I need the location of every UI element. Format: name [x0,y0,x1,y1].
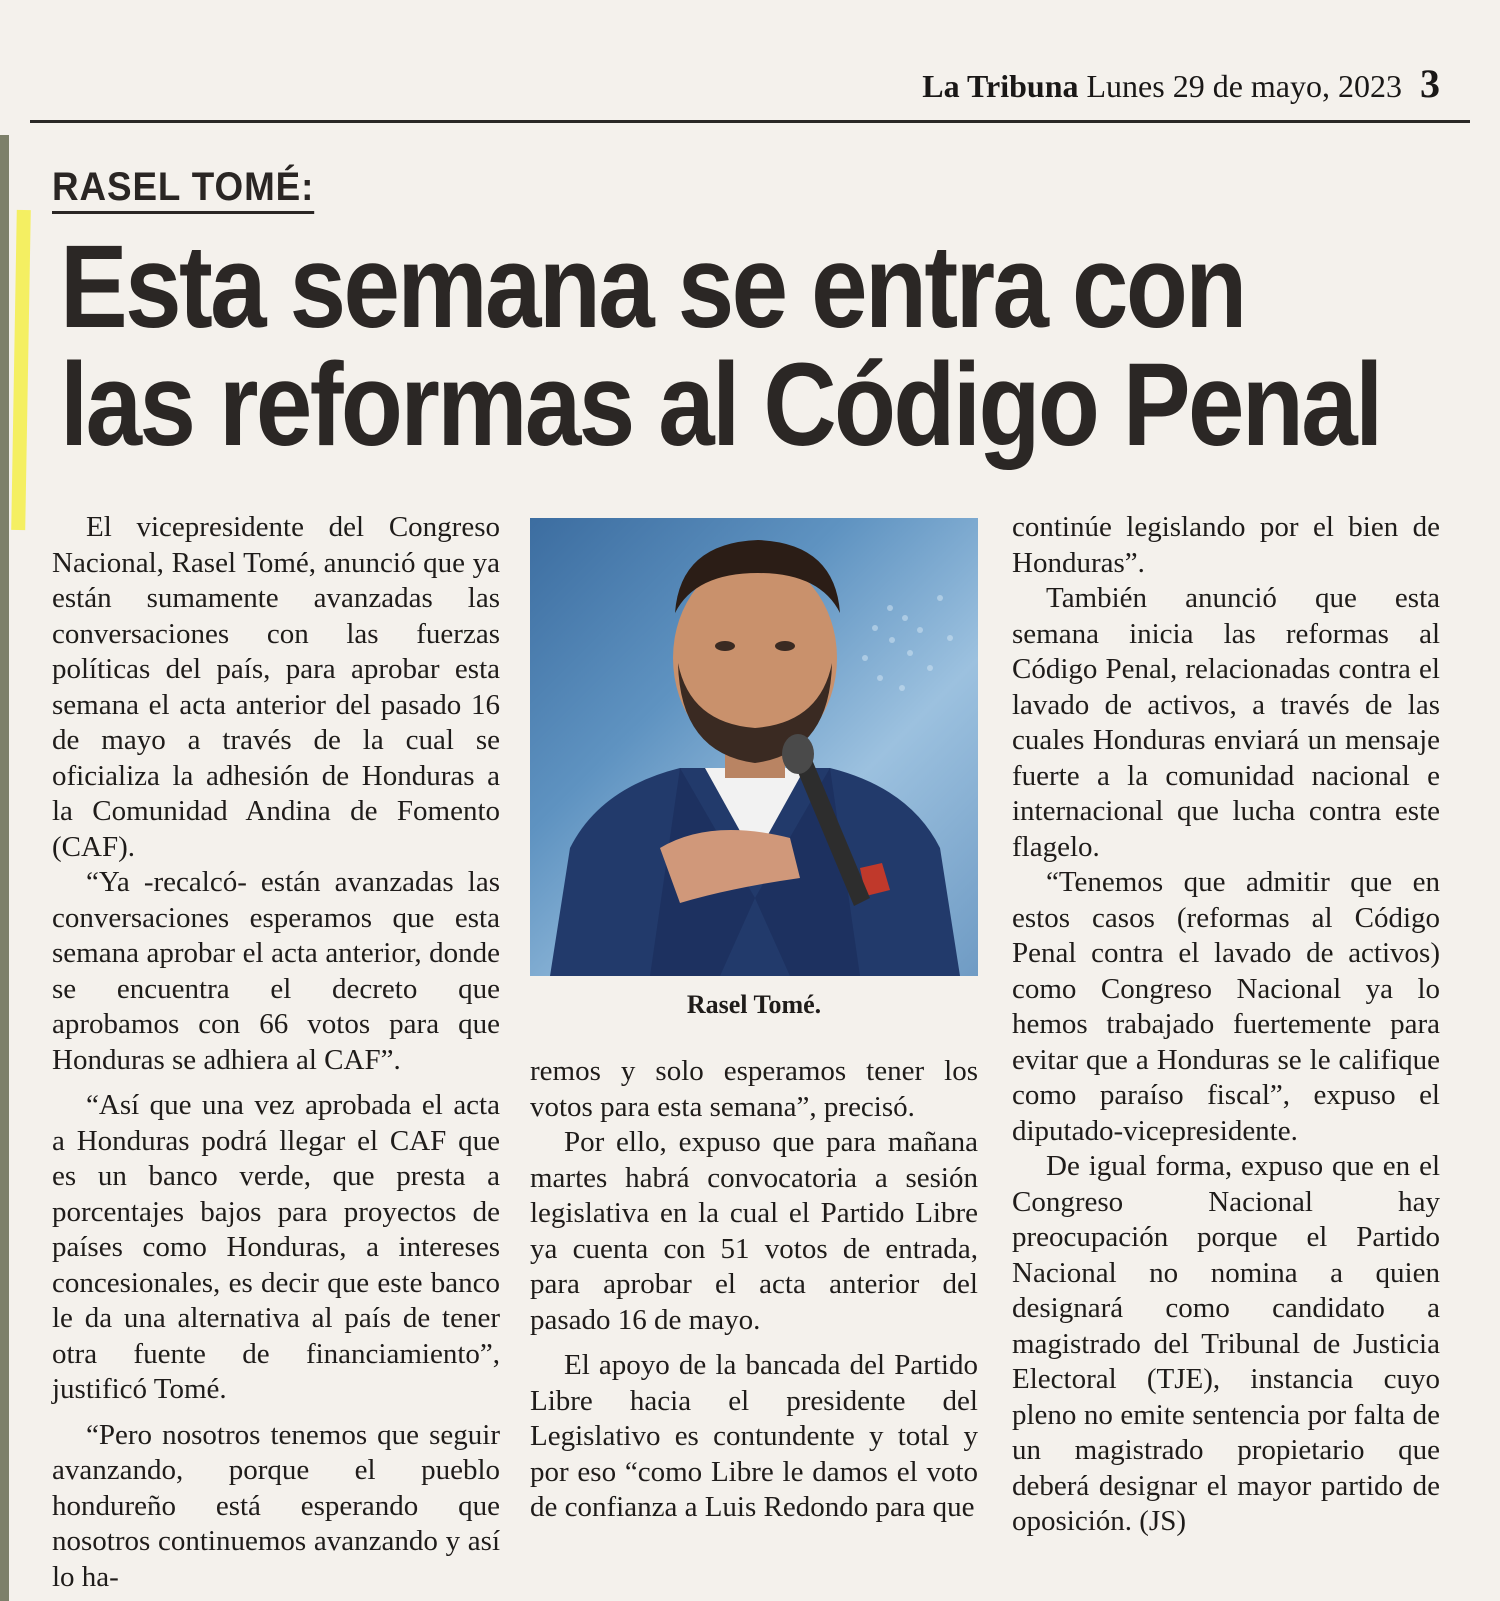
paragraph: También anunció que esta semana inicia las reformas al Código Penal, relacionadas contra el lavado de activos, a través de las cuales Honduras enviará un mensaje fuerte a la comunidad nacional e internacional que lucha contra este flagelo. [1012,582,1440,863]
page-number: 3 [1420,61,1440,106]
headline-line-2: las reformas al Código Penal [60,339,1381,471]
article-photo [530,518,978,976]
headline-line-1: Esta semana se entra con [60,221,1245,353]
paragraph: “Tenemos que admitir que en estos casos (reformas al Código Penal contra el lavado de activos) como Congreso Nacional ya lo hemos trabajado fuertemente para evitar que a Honduras se le califique como paraíso fiscal”, expuso el diputado-vicepresidente. [1012,866,1440,1147]
article-column-3 [1012,510,1440,1540]
paragraph: El vicepresidente del Congreso Nacional, Rasel Tomé, anunció que ya están sumamente avanzadas las conversaciones con las fuerzas políticas del país, para aprobar esta semana el acta anterior del pasado 16 de mayo a través de la cual se oficializa la adhesión de Honduras a la Comunidad Andina de Fomento (CAF). [52,511,500,863]
article-headline [60,221,1460,471]
page-header [922,60,1440,107]
paragraph: “Así que una vez aprobada el acta a Honduras podrá llegar el CAF que es un banco verde, que presta a porcentajes bajos para proyectos de países como Honduras, a intereses concesionales, es decir que este banco le da una alternativa al país de tener otra fuente de financiamiento”, justificó Tomé. [52,1089,500,1405]
paragraph: De igual forma, expuso que en el Congreso Nacional hay preocupación porque el Partido Nacional no nomina a quien designará como candidato a magistrado del Tribunal de Justicia Electoral (TJE), instancia cuyo pleno no emite sentencia por falta de un magistrado propietario que deberá designar el mayor partido de oposición. (JS) [1012,1150,1440,1537]
paragraph: Por ello, expuso que para mañana martes habrá convocatoria a sesión legislativa en la cual el Partido Libre ya cuenta con 51 votos de entrada, para aprobar el acta anterior del pasado 16 de mayo. [530,1126,978,1336]
paragraph: continúe legislando por el bien de Honduras”. [1012,511,1440,579]
paragraph: remos y solo esperamos tener los votos para esta semana”, precisó. [530,1055,978,1123]
highlighter-mark [11,210,31,530]
newspaper-brand: La Tribuna [922,68,1079,104]
article-column-1 [52,510,500,1595]
paragraph: “Pero nosotros tenemos que seguir avanzando, porque el pueblo hondureño está esperando que nosotros continuemos avanzando y así lo ha- [52,1418,500,1593]
header-divider [30,120,1470,123]
article-column-2 [530,1054,978,1526]
portrait-icon [530,518,978,976]
paragraph: El apoyo de la bancada del Partido Libre hacia el presidente del Legislativo es contundente y total y por eso “como Libre le damos el voto de confianza a Luis Redondo para que [530,1349,978,1523]
paragraph: “Ya -recalcó- están avanzadas las conversaciones esperamos que esta semana aprobar el acta anterior, donde se encuentra el decreto que aprobamos con 66 votos para que Honduras se adhiera al CAF”. [52,866,500,1076]
photo-caption: Rasel Tomé. [686,990,822,1019]
article-kicker: RASEL TOMÉ: [52,165,314,214]
issue-date: Lunes 29 de mayo, 2023 [1086,68,1402,104]
page-edge-strip [0,135,9,1601]
